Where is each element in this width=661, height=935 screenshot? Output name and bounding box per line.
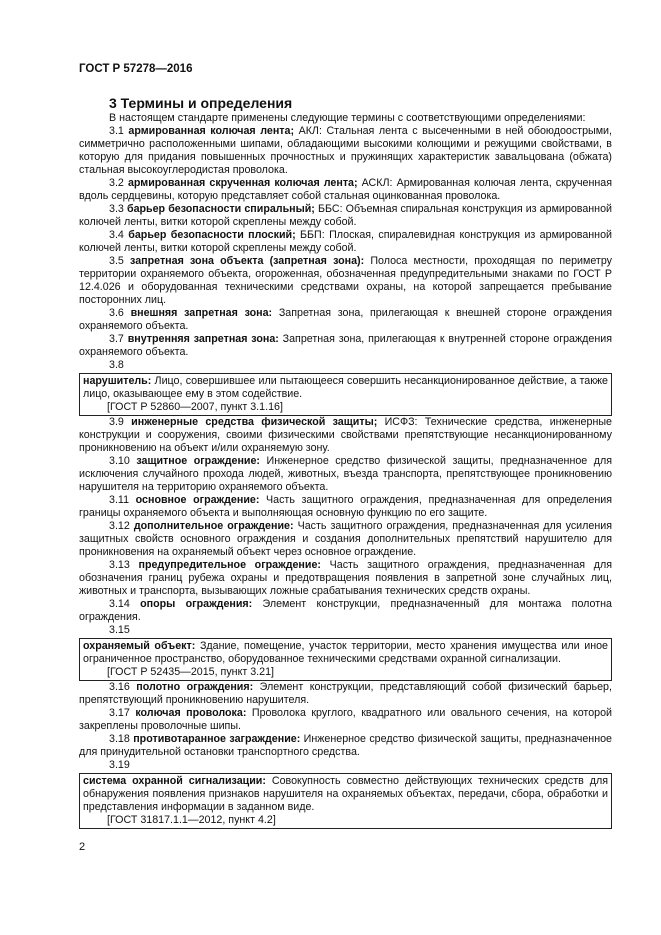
- term-name: запретная зона объекта (запретная зона):: [130, 255, 365, 267]
- term-text: Часть защитного ограждения, предназначенная для обозначения границ рубежа охраны и предотвращения появления в запретной зоне случайных лиц, животных и транспорта, вызывающих ложные срабатывания технических средств охраны.: [79, 559, 612, 597]
- term-definition: [79, 416, 612, 455]
- term-text: АСКЛ: Армированная колючая лента, скрученная вдоль сердцевины, которую представляет собой стальная оцинкованная проволока.: [79, 177, 612, 202]
- term-definition: [79, 307, 612, 333]
- term-number: 3.11: [109, 494, 130, 506]
- box2-number: 3.15: [109, 624, 130, 636]
- quoted-definition-box: [79, 373, 612, 416]
- term-name: внешняя запретная зона:: [130, 307, 273, 319]
- term-name: полотно ограждения:: [136, 681, 254, 693]
- box1-definition: Лицо, совершившее или пытающееся совершить несанкционированное действие, а также лицо, оказывающее ему в этом содействие.: [83, 375, 608, 400]
- term-number: 3.17: [109, 707, 130, 719]
- section-title: 3 Термины и определения: [109, 95, 293, 111]
- term-name: барьер безопасности спиральный;: [126, 203, 315, 215]
- box2-term: охраняемый объект:: [83, 640, 196, 652]
- term-name: внутренняя запретная зона:: [127, 333, 279, 345]
- term-definition: [79, 125, 612, 177]
- term-definition: [79, 255, 612, 307]
- term-number: 3.16: [109, 681, 130, 693]
- term-number: 3.6: [109, 307, 124, 319]
- term-definition: [79, 520, 612, 559]
- term-definition: [79, 203, 612, 229]
- term-number: 3.1: [109, 125, 124, 137]
- term-definition: [79, 333, 612, 359]
- box2-source: [ГОСТ Р 52435—2015, пункт 3.21]: [107, 666, 275, 678]
- terms-group-2: [79, 416, 612, 624]
- term-text: ББП: Плоская, спиралевидная конструкция из армированной колючей ленты, витки которой скреплены между собой.: [79, 229, 612, 254]
- term-number: 3.13: [109, 559, 130, 571]
- term-name: инженерные средства физической защиты;: [131, 416, 378, 428]
- term-text: Часть защитного ограждения, предназначенная для усиления защитных свойств основного ограждения и создания дополнительных препятствий нарушителю для проникновения на охраняемый объект через основное ограждение.: [79, 520, 612, 558]
- terms-group-1: [79, 125, 612, 359]
- term-name: барьер безопасности плоский;: [128, 229, 296, 241]
- term-definition: [79, 177, 612, 203]
- term-name: опоры ограждения:: [140, 598, 253, 610]
- box1-term: нарушитель:: [83, 375, 152, 387]
- term-text: Запретная зона, прилегающая к внешней стороне ограждения охраняемого объекта.: [79, 307, 612, 332]
- term-definition: [79, 681, 612, 707]
- term-number: 3.3: [109, 203, 124, 215]
- term-name: основное ограждение:: [135, 494, 260, 506]
- box3-source: [ГОСТ 31817.1.1—2012, пункт 4.2]: [107, 814, 276, 826]
- term-name: колючая проволока:: [135, 707, 247, 719]
- document-header: ГОСТ Р 57278—2016: [79, 63, 193, 75]
- box1-number: 3.8: [109, 359, 124, 371]
- box3-term: система охранной сигнализации:: [83, 775, 266, 787]
- term-text: Запретная зона, прилегающая к внутренней стороне ограждения охраняемого объекта.: [79, 333, 612, 358]
- box2-definition: Здание, помещение, участок территории, место хранения имущества или иное ограниченное пространство, оборудованное техническими средствами охранной сигнализации.: [83, 640, 608, 665]
- term-name: предупредительное ограждение:: [138, 559, 321, 571]
- term-number: 3.2: [109, 177, 124, 189]
- box3-number: 3.19: [109, 759, 130, 771]
- document-body: [79, 112, 612, 829]
- term-name: дополнительное ограждение:: [133, 520, 294, 532]
- intro-paragraph: В настоящем стандарте применены следующие термины с соответствующими определениями:: [109, 112, 586, 124]
- box3-definition: Совокупность совместно действующих технических средств для обнаружения появления признаков нарушителя на охраняемых объектах, передачи, сбора, обработки и представления информации в заданном виде.: [83, 775, 608, 813]
- term-definition: [79, 455, 612, 494]
- term-number: 3.9: [109, 416, 124, 428]
- term-definition: [79, 707, 612, 733]
- term-number: 3.5: [109, 255, 124, 267]
- term-text: ББС: Объемная спиральная конструкция из армированной колючей ленты, витки которой скреплены между собой.: [79, 203, 612, 228]
- term-name: защитное ограждение:: [136, 455, 260, 467]
- quoted-definition-box: [79, 773, 612, 829]
- term-name: армированная колючая лента;: [128, 125, 295, 137]
- term-text: ИСФЗ: Технические средства, инженерные конструкции и сооружения, своими физическими свойствами препятствующие несанкционированному проникновению на объект и/или охраняемую зону.: [79, 416, 612, 454]
- term-name: противотаранное заграждение:: [133, 733, 301, 745]
- term-text: Инженерное средство физической защиты, предназначенное для принудительной остановки транспортного средства.: [79, 733, 612, 758]
- term-text: Полоса местности, проходящая по периметру территории охраняемого объекта, огороженная, обозначенная предупредительными знаками по ГОСТ Р 12.4.026 и оборудованная техническими средствами охраны, на которой запрещается пребывание посторонних лиц.: [79, 255, 612, 306]
- term-definition: [79, 598, 612, 624]
- terms-group-3: [79, 681, 612, 759]
- term-number: 3.7: [109, 333, 124, 345]
- term-text: Элемент конструкции, предназначенный для монтажа полотна ограждения.: [79, 598, 612, 623]
- term-definition: [79, 229, 612, 255]
- term-definition: [79, 733, 612, 759]
- term-number: 3.12: [109, 520, 130, 532]
- term-number: 3.10: [109, 455, 130, 467]
- term-name: армированная скрученная колючая лента;: [127, 177, 358, 189]
- term-definition: [79, 494, 612, 520]
- term-text: Проволока круглого, квадратного или овального сечения, на которой закреплены проволочные шипы.: [79, 707, 612, 732]
- term-definition: [79, 559, 612, 598]
- box1-source: [ГОСТ Р 52860—2007, пункт 3.1.16]: [107, 401, 283, 413]
- term-number: 3.4: [109, 229, 124, 241]
- quoted-definition-box: [79, 638, 612, 681]
- term-text: Часть защитного ограждения, предназначенная для определения границы охраняемого объекта и выполняющая основную функцию по его защите.: [79, 494, 612, 519]
- term-number: 3.14: [109, 598, 130, 610]
- term-text: АКЛ: Стальная лента с высеченными в ней обоюдоострыми, симметрично расположенными шипами, обладающими высокими колющими и режущими свойствами, в которую для придания повышенных прочностных и пружинящих характеристик завальцована (обжата) стальная высокоуглеродистая проволока.: [79, 125, 612, 176]
- term-text: Элемент конструкции, представляющий собой физический барьер, препятствующий проникновению нарушителя.: [79, 681, 612, 706]
- term-text: Инженерное средство физической защиты, предназначенное для исключения случайного прохода людей, животных, въезда транспорта, препятствующее проникновению нарушителя на территорию охраняемого объекта.: [79, 455, 612, 493]
- term-number: 3.18: [109, 733, 130, 745]
- page-number: 2: [79, 841, 86, 853]
